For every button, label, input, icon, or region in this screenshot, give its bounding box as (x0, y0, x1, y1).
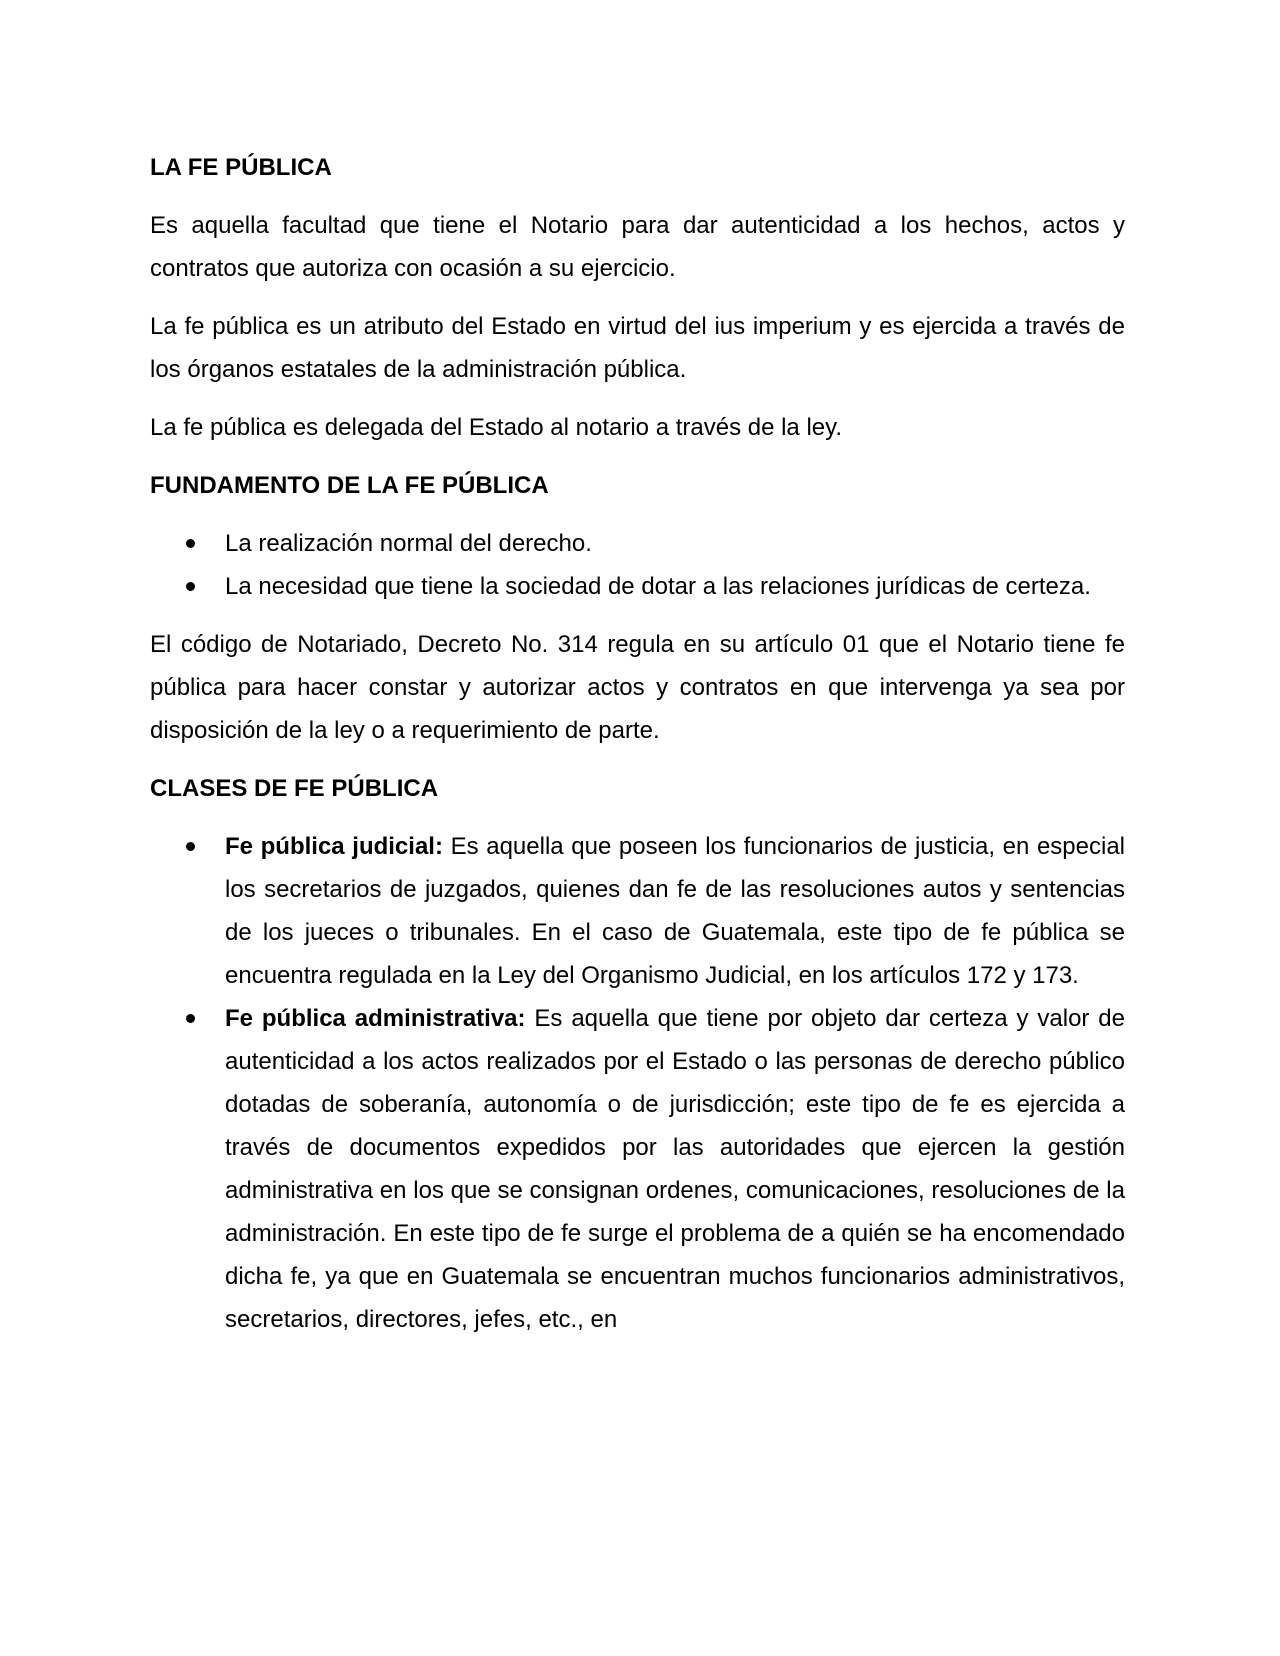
definition-judicial: Es aquella que poseen los funcionarios de justicia, en especial los secretarios de juzgados, quienes dan fe de las resoluciones autos y sentencias de los jueces o tribunales. En el caso de Guatemala, este tipo de fe pública se encuentra regulada en la Ley del Organismo Judicial, en los artículos 172 y 173. (225, 833, 1125, 989)
paragraph-atributo-estado: La fe pública es un atributo del Estado en virtud del ius imperium y es ejercida a través de los órganos estatales de la administración pública. (150, 313, 1125, 383)
definition-administrativa: Es aquella que tiene por objeto dar certeza y valor de autenticidad a los actos realizados por el Estado o las personas de derecho público dotadas de soberanía, autonomía o de jurisdicción; este tipo de fe es ejercida a través de documentos expedidos por las autoridades que ejercen la gestión administrativa en los que se consignan ordenes, comunicaciones, resoluciones de la administración. En este tipo de fe surge el problema de a quién se ha encomendado dicha fe, ya que en Guatemala se encuentran muchos funcionarios administrativos, secretarios, directores, jefes, etc., en (225, 1005, 1126, 1333)
list-item-text: La necesidad que tiene la sociedad de dotar a las relaciones jurídicas de certeza. (225, 573, 1091, 600)
clases-list (150, 825, 1125, 1341)
bullet-icon (186, 1014, 195, 1023)
term-administrativa: Fe pública administrativa: (225, 1005, 526, 1032)
section-title-fundamento: FUNDAMENTO DE LA FE PÚBLICA (150, 472, 549, 499)
section-title-fe-publica: LA FE PÚBLICA (150, 154, 332, 181)
list-item (150, 825, 1125, 997)
list-item-text: La realización normal del derecho. (225, 530, 592, 557)
document-body (150, 146, 1125, 1356)
paragraph-codigo-notariado: El código de Notariado, Decreto No. 314 regula en su artículo 01 que el Notario tiene fe pública para hacer constar y autorizar actos y contratos en que intervenga ya sea por disposición de la ley o a requerimiento de parte. (150, 631, 1125, 744)
bullet-icon (186, 582, 195, 591)
bullet-icon (186, 842, 195, 851)
bullet-icon (186, 539, 195, 548)
fundamento-list (150, 522, 1125, 608)
list-item (150, 997, 1125, 1341)
list-item (150, 522, 1125, 565)
paragraph-definition: Es aquella facultad que tiene el Notario para dar autenticidad a los hechos, actos y contratos que autoriza con ocasión a su ejercicio. (150, 212, 1125, 282)
section-title-clases: CLASES DE FE PÚBLICA (150, 775, 439, 802)
list-item (150, 565, 1125, 608)
term-judicial: Fe pública judicial: (225, 833, 443, 860)
paragraph-delegada: La fe pública es delegada del Estado al notario a través de la ley. (150, 414, 843, 441)
